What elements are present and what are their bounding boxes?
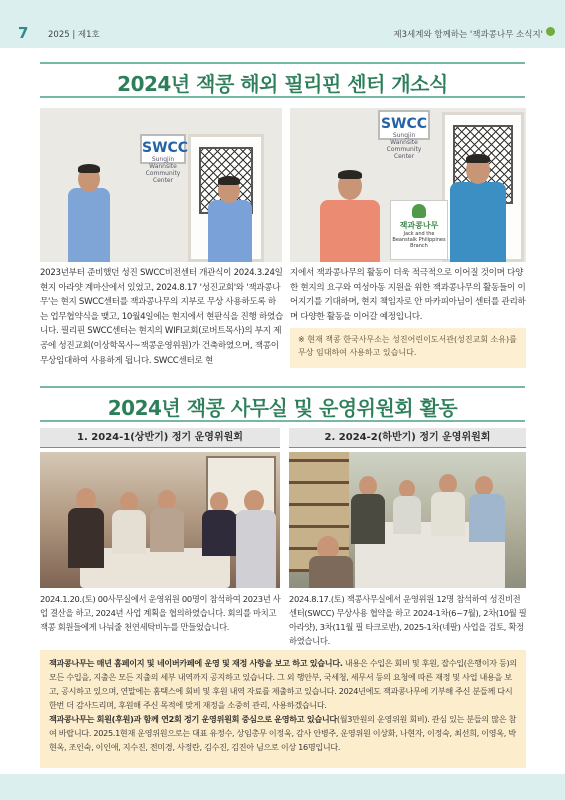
operations-info-box: [40, 650, 526, 768]
meeting2-text: 2024.8.17.(토) 잭콩사무실에서 운영위원 12명 참석하여 성진비전센터(SWCC) 무상사용 협약을 하고 2024-1차(6~7월), 2차(10월 필 아라얏), 3차(11월 필 타크로반), 2025-1차(네팔) 사업을 검토, 확정하였습니다.: [289, 594, 527, 646]
section2-rule-top: [40, 386, 525, 388]
board-korean-name: 잭과콩나무: [399, 221, 439, 230]
photo-meeting-2: [289, 452, 526, 588]
section2-title: 2024년 잭콩 사무실 및 운영위원회 활동: [107, 396, 458, 420]
section1-title: 2024년 잭콩 해외 필리핀 센터 개소식: [117, 72, 448, 96]
office-note: ※ 현재 잭콩 한국사무소는 성진어린이도서관(성진교회 소유)를 무상 임대하여 사용하고 있습니다.: [290, 328, 526, 368]
swcc-sign-logo: SWCC: [142, 140, 189, 156]
committee-paragraph: [49, 712, 517, 754]
newsletter-title: 제3세계와 함께하는 '잭과콩나무 소식지': [393, 30, 543, 40]
section1-rule-top: [40, 62, 525, 64]
person-left: [68, 188, 110, 262]
swcc-sign-2: [378, 110, 430, 160]
swcc-sign-caption: Sungjin Wannsite Community Center: [145, 156, 181, 184]
bottom-banner: [0, 774, 565, 800]
finance-paragraph: [49, 656, 517, 712]
branch-board: [390, 200, 448, 260]
meeting2-heading: 2. 2024-2(하반기) 정기 운영위원회: [289, 428, 526, 448]
top-banner: [0, 0, 565, 48]
person-right-2: [450, 182, 506, 262]
swcc-sign-2-caption: Sungjin Wannsite Community Center: [386, 132, 422, 160]
section1-paragraph-right: 지에서 잭과콩나무의 활동이 더욱 적극적으로 이어질 것이며 다양한 현지의 요구와 여성아동 지원을 위한 잭과콩나무의 활동들이 이어지기를 기대하며, 현지 책임자로 안 마카피아님이 센터를 관리하며 다양한 활동을 이어갈 예정입니다.: [290, 268, 526, 322]
section1-paragraph-left: 2023년부터 준비했던 성진 SWCC비전센터 개관식이 2024.3.24일 현지 아라얏 계마산에서 있었고, 2024.8.17 '성진교회'와 '잭과콩나무'는 현지 SWCC센터를 잭과콩나무의 지부로 무상 사용하도록 하는 업무협약식을 맺고, 10월4일에는 현지에서 현판식을 진행 하였습니다. 필리핀 SWCC센터는 현지의 WIFI교회(로버트목사)의 부지 제공에 성진교회(이상학목사~잭콩운영위원)가 건축하였으며, 잭콩이 무상임대하여 사용하게 됩니다. SWCC센터로 현: [40, 268, 283, 366]
tree-icon: [546, 27, 555, 36]
meeting1-heading: 1. 2024-1(상반기) 정기 운영위원회: [40, 428, 280, 448]
beanstalk-logo-icon: [412, 204, 426, 218]
photo-signboard-unveiling: [40, 108, 282, 262]
section1-rule-bottom: [40, 96, 525, 98]
page-number: 7: [18, 24, 29, 42]
photo-board-handover: [290, 108, 526, 262]
committee-lead: 잭과콩나무는 회원(후원)과 함께 연2회 정기 운영위원회 중심으로 운영하고 있습니다: [49, 714, 337, 724]
person-left-2: [320, 200, 380, 262]
board-english-name: Jack and the Beanstalk Philippines Branch: [392, 231, 446, 249]
finance-lead: 잭과콩나무는 매년 홈페이지 및 네이버카페에 운영 및 재정 사항을 보고 하고 있습니다.: [49, 658, 343, 668]
committee-body: (월3만원의 운영위원 회비). 관심 있는 분들의 많은 참여 바랍니다. 2025.1현재 운영위원으로는 대표 유정수, 상임총무 이정욱, 감사 안병주, 운영위원 이상화, 나현자, 이정숙, 최선희, 이영옥, 박현옥, 조인숙, 이인애, 지수진, 전미경, 사정란, 김수진, 김진아 님으로 이상 16명입니다.: [49, 714, 517, 752]
swcc-sign: [140, 134, 189, 184]
person-right: [208, 200, 252, 262]
finance-body: 내용은 수입은 회비 및 후원, 잡수입(은행이자 등)의 모든 수입을, 지출은 모든 지출의 세부 내역까지 공지하고 있습니다. 그 외 행안부, 국세청, 세무서 등의 요청에 따른 재정 및 사업 내용을 보고, 공시하고 있으며, 연말에는 홈택스에 회비 및 후원 내역 자료를 제출하고 있습니다. 2024년에도 잭과콩나무에 기부해 주신 분들께 다시 한번 더 감사드리며, 후원해 주신 목적에 맞게 재정을 소중히 관리, 사용하겠습니다.: [49, 658, 517, 710]
section2-rule-bottom: [40, 420, 525, 422]
issue-label: 2025 | 제1호: [48, 30, 100, 40]
photo-meeting-1: [40, 452, 280, 588]
swcc-sign-2-logo: SWCC: [380, 116, 428, 132]
meeting1-text: 2024.1.20.(토) 00사무실에서 운영위원 00명이 참석하여 2023년 사업 결산을 하고, 2024년 사업 계획을 협의하였습니다. 회의를 마치고 잭콩 회원들에게 나눠줄 천연세탁비누를 만들었습니다.: [40, 594, 281, 632]
